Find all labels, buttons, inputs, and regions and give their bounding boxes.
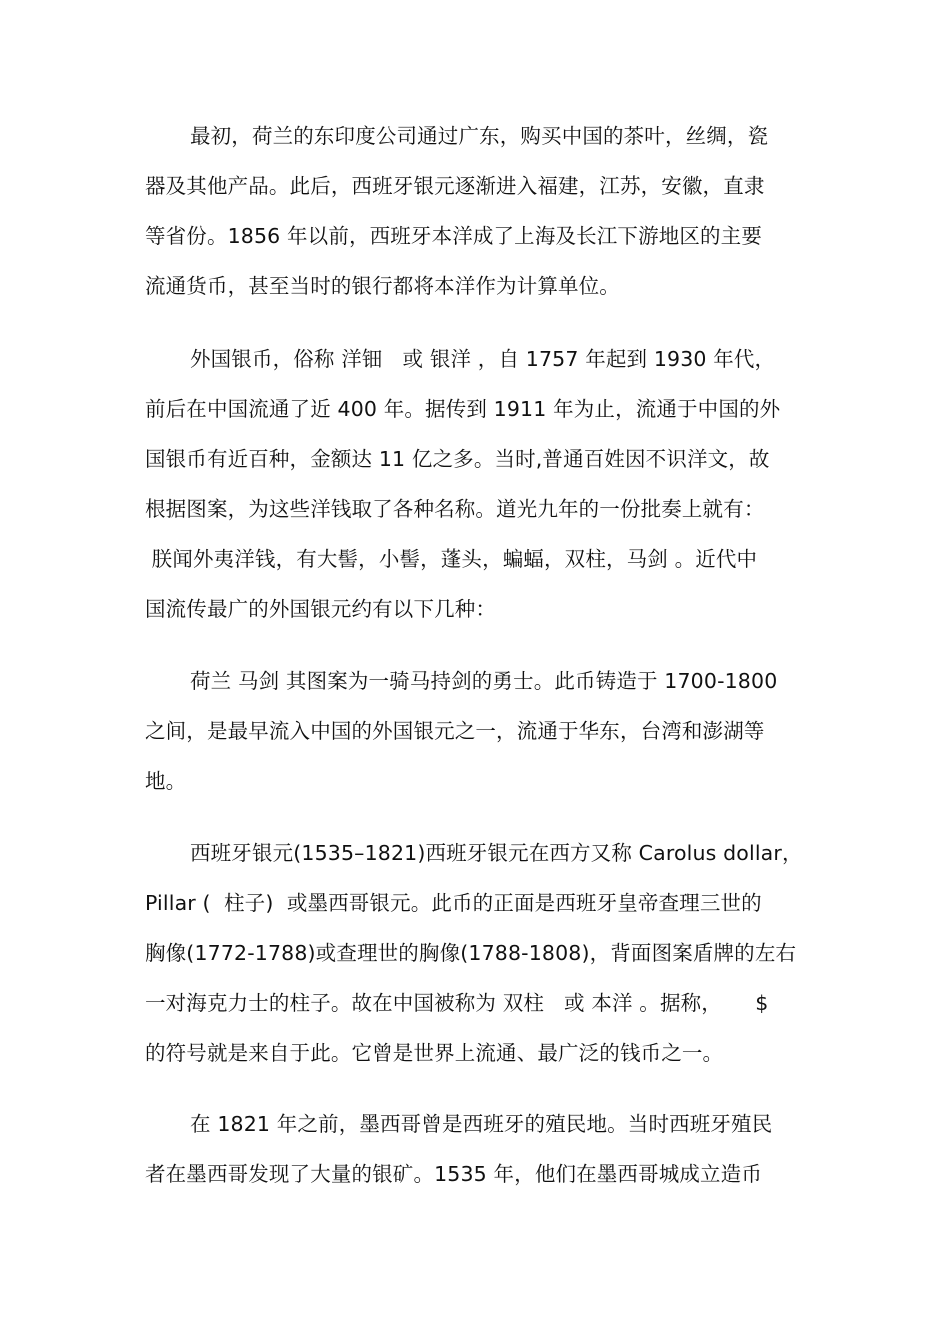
text-line: 胸像(1772-1788)或查理世的胸像(1788-1808)，背面图案盾牌的左右 — [145, 941, 797, 965]
text-line: 根据图案，为这些洋钱取了各种名称。道光九年的一份批奏上就有： — [145, 497, 765, 521]
text-line: 朕闻外夷洋钱，有大髻，小髻，蓬头，蝙蝠，双柱，马剑 。近代中 — [145, 547, 758, 571]
text-line: 地。 — [145, 769, 187, 793]
text-line: 者在墨西哥发现了大量的银矿。1535 年，他们在墨西哥城成立造币 — [145, 1162, 762, 1186]
text-line: 在 1821 年之前，墨西哥曾是西班牙的殖民地。当时西班牙殖民 — [190, 1112, 773, 1136]
text-line: 西班牙银元(1535–1821)西班牙银元在西方又称 Carolus dollar， — [190, 841, 803, 865]
text-line: 荷兰 马剑 其图案为一骑马持剑的勇士。此币铸造于 1700-1800 — [190, 669, 778, 693]
text-line: Pillar ( 柱子) 或墨西哥银元。此币的正面是西班牙皇帝查理三世的 — [145, 891, 762, 915]
text-line: 国银币有近百种，金额达 11 亿之多。当时,普通百姓因不识洋文，故 — [145, 447, 770, 471]
text-line: 之间，是最早流入中国的外国银元之一，流通于华东，台湾和澎湖等 — [145, 719, 765, 743]
text-line: 器及其他产品。此后，西班牙银元逐渐进入福建，江苏，安徽，直隶 — [145, 174, 765, 198]
text-line: 最初，荷兰的东印度公司通过广东，购买中国的茶叶，丝绸，瓷 — [190, 124, 769, 148]
text-line: 一对海克力士的柱子。故在中国被称为 双柱 或 本洋 。据称， $ — [145, 991, 769, 1015]
text-line: 流通货币，甚至当时的银行都将本洋作为计算单位。 — [145, 274, 620, 298]
text-line: 国流传最广的外国银元约有以下几种： — [145, 597, 497, 621]
text-line: 等省份。1856 年以前，西班牙本洋成了上海及长江下游地区的主要 — [145, 224, 762, 248]
text-line: 的符号就是来自于此。它曾是世界上流通、最广泛的钱币之一。 — [145, 1041, 724, 1065]
text-line: 外国银币，俗称 洋钿 或 银洋 ，自 1757 年起到 1930 年代， — [190, 347, 776, 371]
text-line: 前后在中国流通了近 400 年。据传到 1911 年为止，流通于中国的外 — [145, 397, 781, 421]
